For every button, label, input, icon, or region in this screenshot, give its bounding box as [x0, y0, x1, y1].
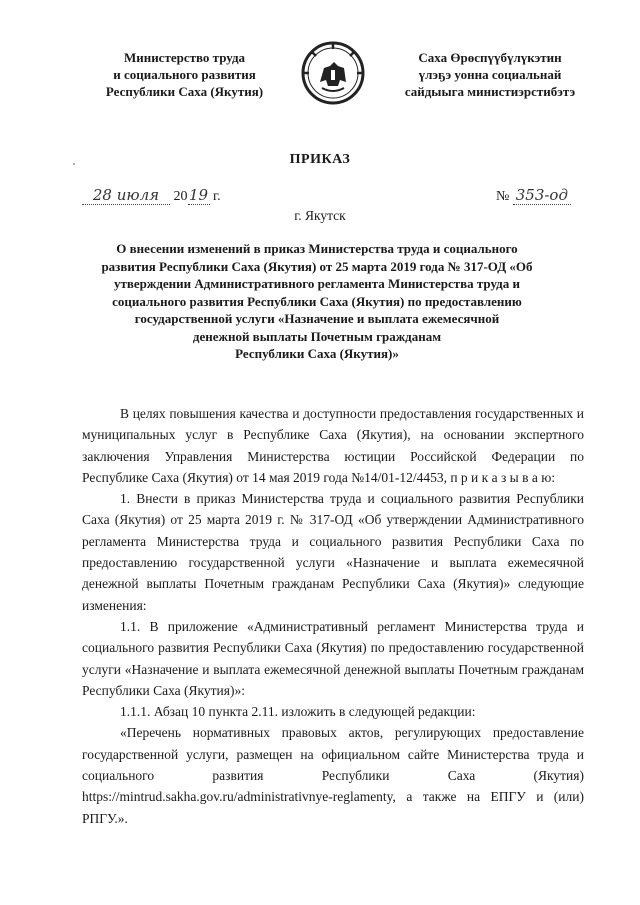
number-sign: № [496, 189, 510, 204]
body-paragraph: В целях повышения качества и доступности предоставления государственных и муниципальных услуг в Республике Саха (Якутия), на основании экспертного заключения Управления Министерства юстиции Российской Федерации по Республике Саха (Якутия) от 14 мая 2019 года №14/01-12/4453, п р и к а з ы в а ю: [82, 406, 584, 485]
subject-line: государственной услуги «Назначение и выплата ежемесячной [134, 311, 500, 326]
ministry-name-sakha [370, 49, 610, 100]
subject-line: Республики Саха (Якутия)» [235, 346, 399, 361]
order-date [82, 186, 221, 205]
subject-line: социального развития Республики Саха (Якутия) по предоставлению [112, 293, 522, 309]
ministry-name-line: Министерство труда [123, 50, 246, 65]
ministry-name-line: үлэҕэ уонна социальнай [418, 67, 562, 82]
date-year-suffix: 19 [188, 186, 209, 204]
subject-line: О внесении изменений в приказ Министерства труда и социального [116, 241, 518, 256]
coat-of-arms-icon [300, 40, 366, 106]
subject-line: развития Республики Саха (Якутия) от 25 марта 2019 года № 317-ОД «Об [101, 258, 533, 274]
body-paragraph: «Перечень нормативных правовых актов, регулирующих предоставление государственной услуги, размещен на официальном сайте Министерства труда и социального развития Республики Саха (Якутия) https://mintrud.sakha.gov.ru/administrativnye-reglamenty, а также на ЕПГУ и (или) РПГУ.». [82, 725, 584, 826]
ministry-name-line: Саха Өрөспүүбүлүкэтин [418, 50, 562, 65]
document-title: ПРИКАЗ [289, 152, 351, 167]
number-value: 353-од [513, 186, 571, 205]
date-year-prefix: 20 [173, 189, 188, 204]
ministry-name-line: Республики Саха (Якутия) [105, 84, 264, 99]
subject-line: денежной выплаты Почетным гражданам [192, 328, 442, 344]
body-paragraph: 1. Внести в приказ Министерства труда и социального развития Республики Саха (Якутия) от 25 марта 2019 г. № 317-ОД «Об утверждении Административного регламента Министерства труда и социального развития Республики Саха по предоставлению государственной услуги «Назначение и выплата ежемесячной денежной выплаты Почетным гражданам Республики Саха (Якутия)» следующие изменения: [82, 491, 584, 613]
subject-line: утверждении Административного регламента Министерства труда и [114, 276, 520, 291]
order-subject [82, 240, 552, 363]
body-paragraph: 1.1. В приложение «Административный регламент Министерства труда и социального развития Республики Саха (Якутия) по предоставлению государственной услуги «Назначение и выплата ежемесячной денежной выплаты Почетным гражданам Республики Саха (Якутия)»: [82, 618, 584, 698]
date-day-month: 28 июля [82, 186, 170, 205]
ministry-name-line: сайдыыга министиэрстибэтэ [404, 84, 576, 99]
ministry-name-line: и социального развития [113, 67, 256, 82]
ministry-name-russian [82, 49, 287, 100]
order-body [82, 403, 584, 829]
date-suffix: г. [213, 189, 221, 204]
body-paragraph: 1.1.1. Абзац 10 пункта 2.11. изложить в следующей редакции: [120, 704, 476, 720]
order-number [496, 186, 571, 205]
city: г. Якутск [294, 208, 346, 223]
